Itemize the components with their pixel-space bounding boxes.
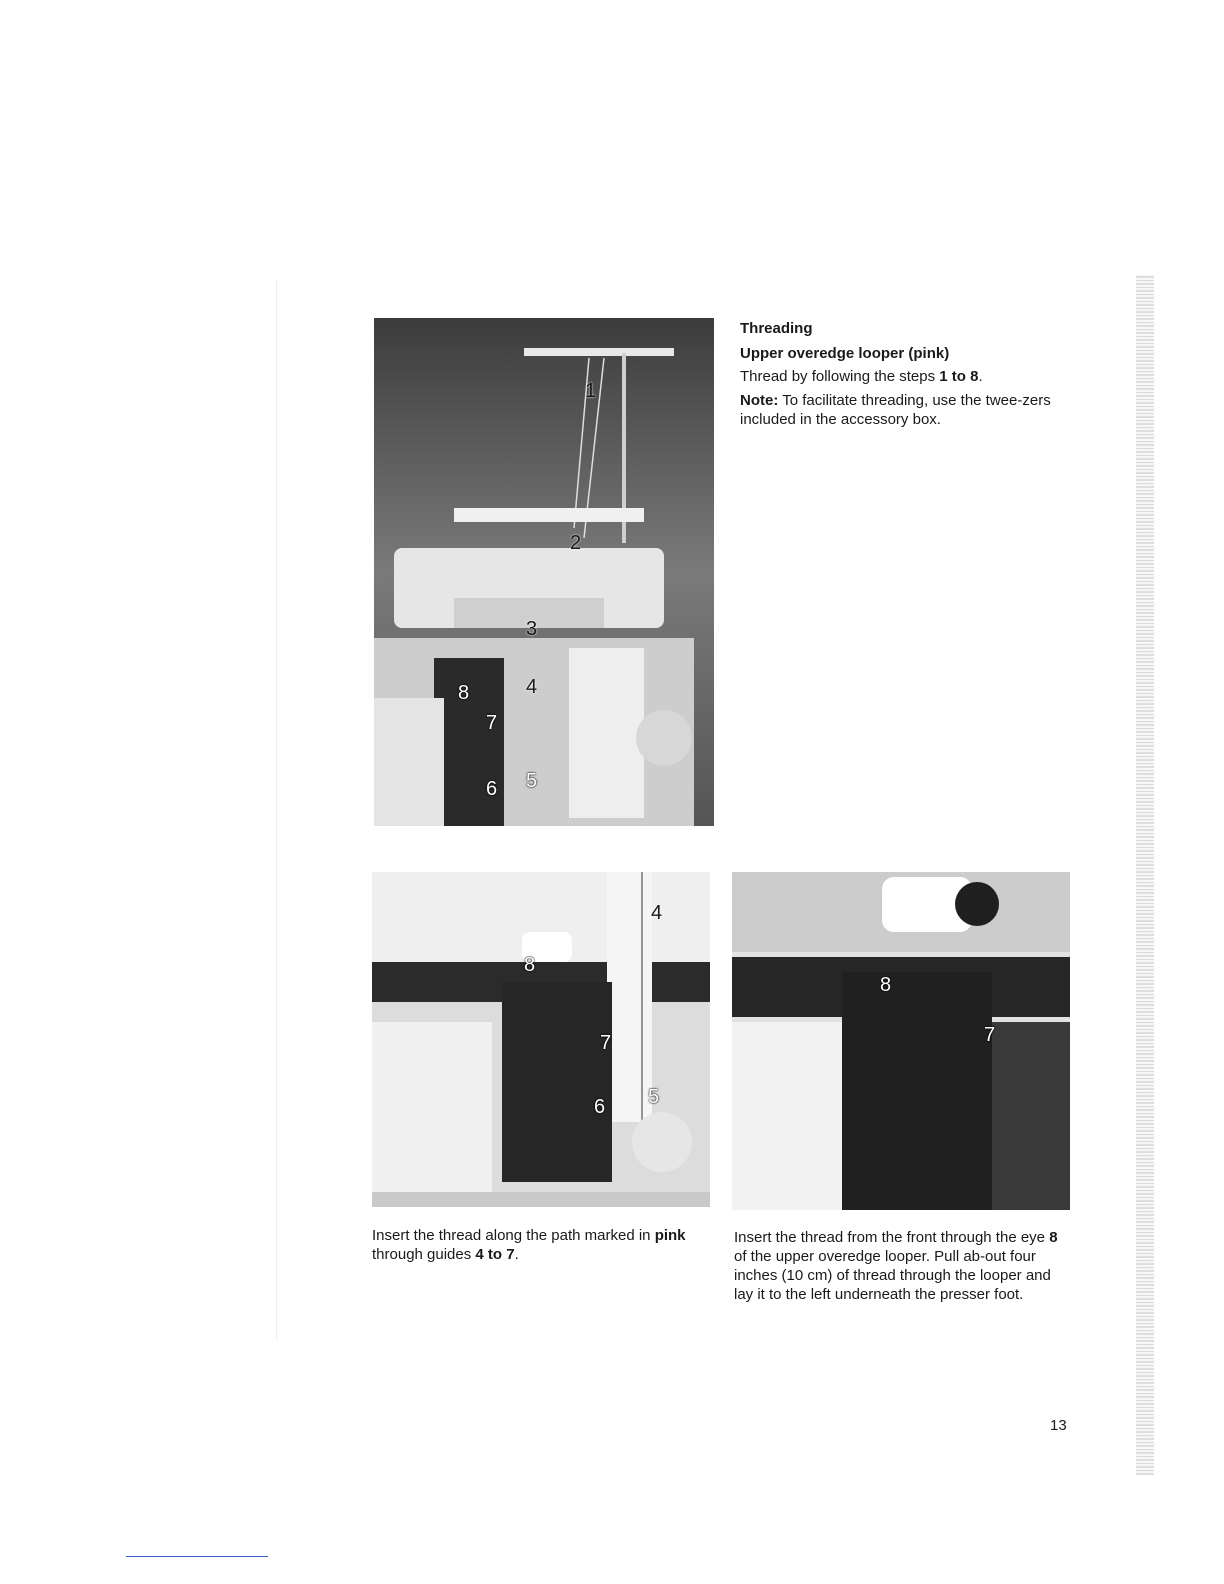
page-number: 13 [1050, 1417, 1067, 1434]
step-marker-1: 1 [585, 380, 597, 402]
step-marker-4: 4 [526, 676, 538, 698]
scan-margin-line [276, 280, 277, 1340]
step-marker-2: 2 [570, 532, 582, 554]
note-paragraph [740, 391, 1062, 429]
guide-range: 4 to 7 [475, 1246, 515, 1263]
instruction-text: Thread by following the steps [740, 368, 940, 385]
step-marker-6: 6 [486, 778, 498, 800]
step-marker-5: 5 [526, 770, 538, 792]
step-range: 1 to 8 [939, 368, 979, 385]
eye-number: 8 [1049, 1229, 1058, 1246]
guide-marker-6: 6 [594, 1096, 606, 1118]
pink-label: pink [654, 1227, 686, 1244]
thread-guides-photo [372, 872, 710, 1207]
guide-marker-5: 5 [648, 1086, 660, 1108]
footer-rule [126, 1556, 268, 1557]
guide-marker-4: 4 [651, 902, 663, 924]
scan-edge-texture [1136, 275, 1154, 1475]
section-heading: Threading [740, 320, 813, 337]
caption-left-middle: through guides [372, 1246, 476, 1263]
eye-marker-8: 8 [524, 954, 536, 976]
note-text: To facilitate threading, use the twee-zers included in the accessory box. [740, 392, 1051, 428]
caption-right [734, 1228, 1064, 1304]
step-marker-8: 8 [458, 682, 470, 704]
instruction-end: . [978, 368, 983, 385]
caption-right-text: Insert the thread from the front through the eye [734, 1229, 1050, 1246]
step-marker-3: 3 [526, 618, 538, 640]
caption-right-rest: of the upper overedge looper. Pull ab-out four inches (10 cm) of thread through the looper and lay it to the left underneath the presser foot. [734, 1248, 1051, 1303]
caption-left [372, 1226, 712, 1264]
threading-instruction [740, 367, 1080, 386]
looper-eye-photo [732, 872, 1070, 1210]
guide-marker-7: 7 [984, 1024, 996, 1046]
overlock-machine-photo [374, 318, 714, 826]
caption-left-text: Insert the thread along the path marked in [372, 1227, 655, 1244]
threading-section [740, 320, 1080, 429]
step-marker-7: 7 [486, 712, 498, 734]
section-subheading: Upper overedge looper (pink) [740, 345, 950, 362]
caption-left-end: . [514, 1246, 519, 1263]
note-label: Note: [740, 392, 779, 409]
looper-eye-marker-8: 8 [880, 974, 892, 996]
guide-marker-7: 7 [600, 1032, 612, 1054]
